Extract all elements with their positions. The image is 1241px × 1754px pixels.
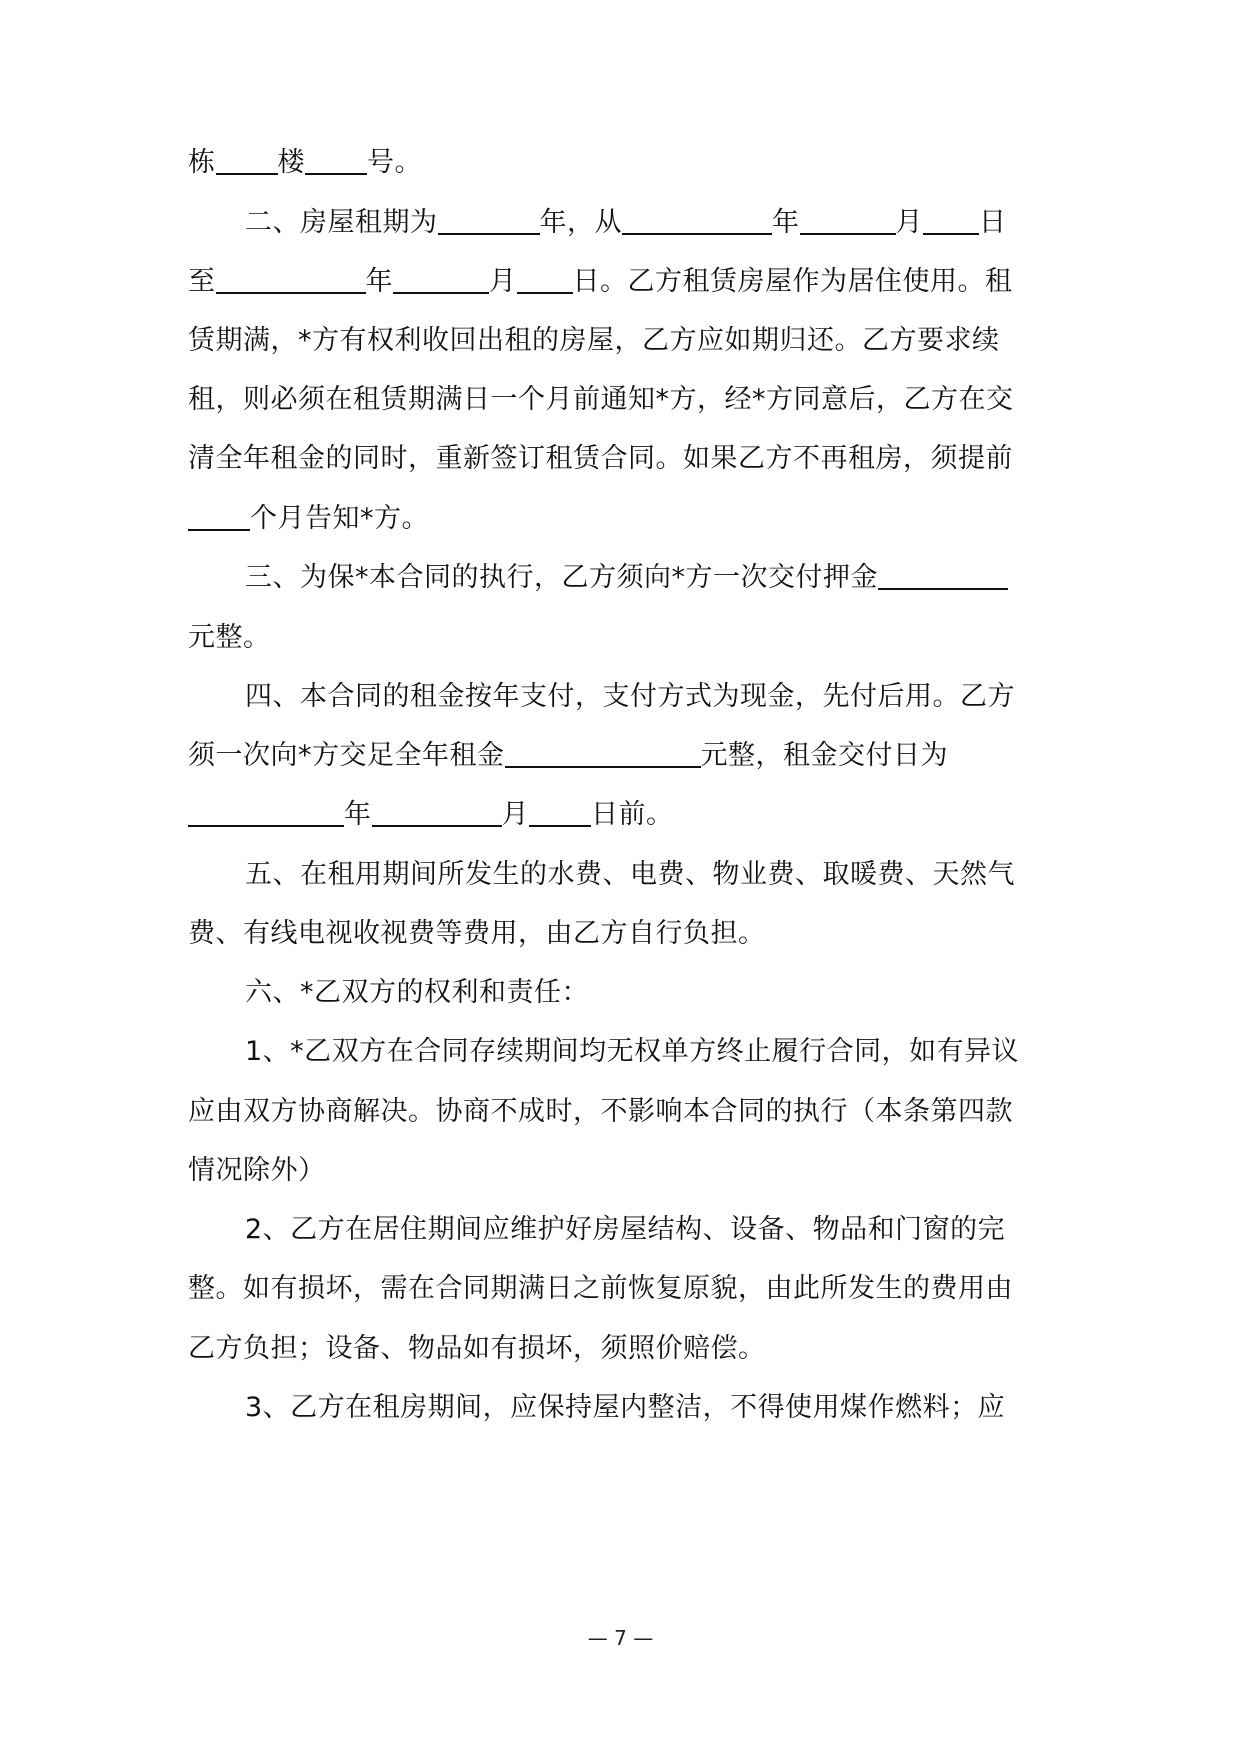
text-line — [188, 1027, 1068, 1077]
text-line — [188, 375, 1068, 425]
text-segment: 情况除外） — [188, 1155, 326, 1186]
text-segment: 二、房屋租期为 — [245, 207, 438, 238]
fill-blank — [188, 499, 250, 531]
text-segment: 个月告知*方。 — [250, 503, 429, 534]
fill-blank — [188, 795, 344, 827]
text-segment: 月 — [489, 266, 517, 297]
text-line — [188, 1087, 1068, 1137]
text-segment: 1、*乙双方在合同存续期间均无权单方终止履行合同，如有异议 — [245, 1036, 1020, 1067]
text-segment: 六、*乙双方的权利和责任： — [245, 977, 589, 1008]
text-segment: 年，从 — [539, 207, 622, 238]
text-segment: 赁期满，*方有权利收回出租的房屋，乙方应如期归还。乙方要求续 — [188, 325, 1000, 356]
text-segment: 栋 — [188, 147, 216, 178]
text-line — [188, 316, 1068, 366]
fill-blank — [878, 558, 1008, 590]
text-line — [188, 968, 1068, 1018]
text-line — [188, 731, 1068, 781]
fill-blank — [923, 203, 979, 235]
page-number: — 7 — — [587, 1626, 654, 1650]
text-segment: 元整，租金交付日为 — [700, 740, 948, 771]
text-segment: 乙方负担；设备、物品如有损坏，须照价赔偿。 — [188, 1333, 766, 1364]
fill-blank — [216, 143, 278, 175]
text-segment: 日前。 — [591, 799, 674, 830]
text-segment: 日。乙方租赁房屋作为居住使用。租 — [572, 266, 1013, 297]
text-segment: 号。 — [367, 147, 422, 178]
text-segment: 年 — [772, 207, 800, 238]
text-segment: 楼 — [277, 147, 305, 178]
fill-blank — [393, 262, 489, 294]
text-line — [188, 1146, 1068, 1196]
text-segment: 2、乙方在居住期间应维护好房屋结构、设备、物品和门窗的完 — [245, 1214, 1006, 1245]
text-line — [188, 1264, 1068, 1314]
text-line — [188, 198, 1068, 248]
text-segment: 三、为保*本合同的执行，乙方须向*方一次交付押金 — [245, 562, 878, 593]
text-line — [188, 909, 1068, 959]
text-segment: 应由双方协商解决。协商不成时，不影响本合同的执行（本条第四款 — [188, 1096, 1013, 1127]
fill-blank — [438, 203, 540, 235]
text-line — [188, 138, 1068, 188]
text-segment: 费、有线电视收视费等费用，由乙方自行负担。 — [188, 918, 766, 949]
text-segment: 年 — [365, 266, 393, 297]
text-line — [188, 494, 1068, 544]
text-segment: 元整。 — [188, 622, 271, 653]
text-line — [188, 613, 1068, 663]
text-segment: 至 — [188, 266, 216, 297]
text-line — [188, 434, 1068, 484]
fill-blank — [216, 262, 366, 294]
text-segment: 月 — [501, 799, 529, 830]
fill-blank — [372, 795, 502, 827]
fill-blank — [305, 143, 367, 175]
text-segment: 五、在租用期间所发生的水费、电费、物业费、取暖费、天然气 — [245, 859, 1015, 890]
fill-blank — [800, 203, 896, 235]
fill-blank — [529, 795, 591, 827]
text-segment: 整。如有损坏，需在合同期满日之前恢复原貌，由此所发生的费用由 — [188, 1273, 1013, 1304]
text-segment: 清全年租金的同时，重新签订租赁合同。如果乙方不再租房，须提前 — [188, 443, 1013, 474]
fill-blank — [517, 262, 573, 294]
text-line — [188, 1324, 1068, 1374]
text-line — [188, 790, 1068, 840]
fill-blank — [622, 203, 772, 235]
text-line — [188, 257, 1068, 307]
text-segment: 年 — [344, 799, 372, 830]
text-segment: 3、乙方在租房期间，应保持屋内整洁，不得使用煤作燃料；应 — [245, 1392, 1006, 1423]
fill-blank — [505, 736, 701, 768]
text-segment: 日 — [979, 207, 1007, 238]
text-segment: 月 — [895, 207, 923, 238]
text-line — [188, 1205, 1068, 1255]
text-line — [188, 672, 1068, 722]
text-segment: 租，则必须在租赁期满日一个月前通知*方，经*方同意后，乙方在交 — [188, 384, 1014, 415]
text-line — [188, 553, 1068, 603]
text-segment: 须一次向*方交足全年租金 — [188, 740, 505, 771]
text-line — [188, 850, 1068, 900]
text-segment: 四、本合同的租金按年支付，支付方式为现金，先付后用。乙方 — [245, 681, 1015, 712]
text-line — [188, 1383, 1068, 1433]
